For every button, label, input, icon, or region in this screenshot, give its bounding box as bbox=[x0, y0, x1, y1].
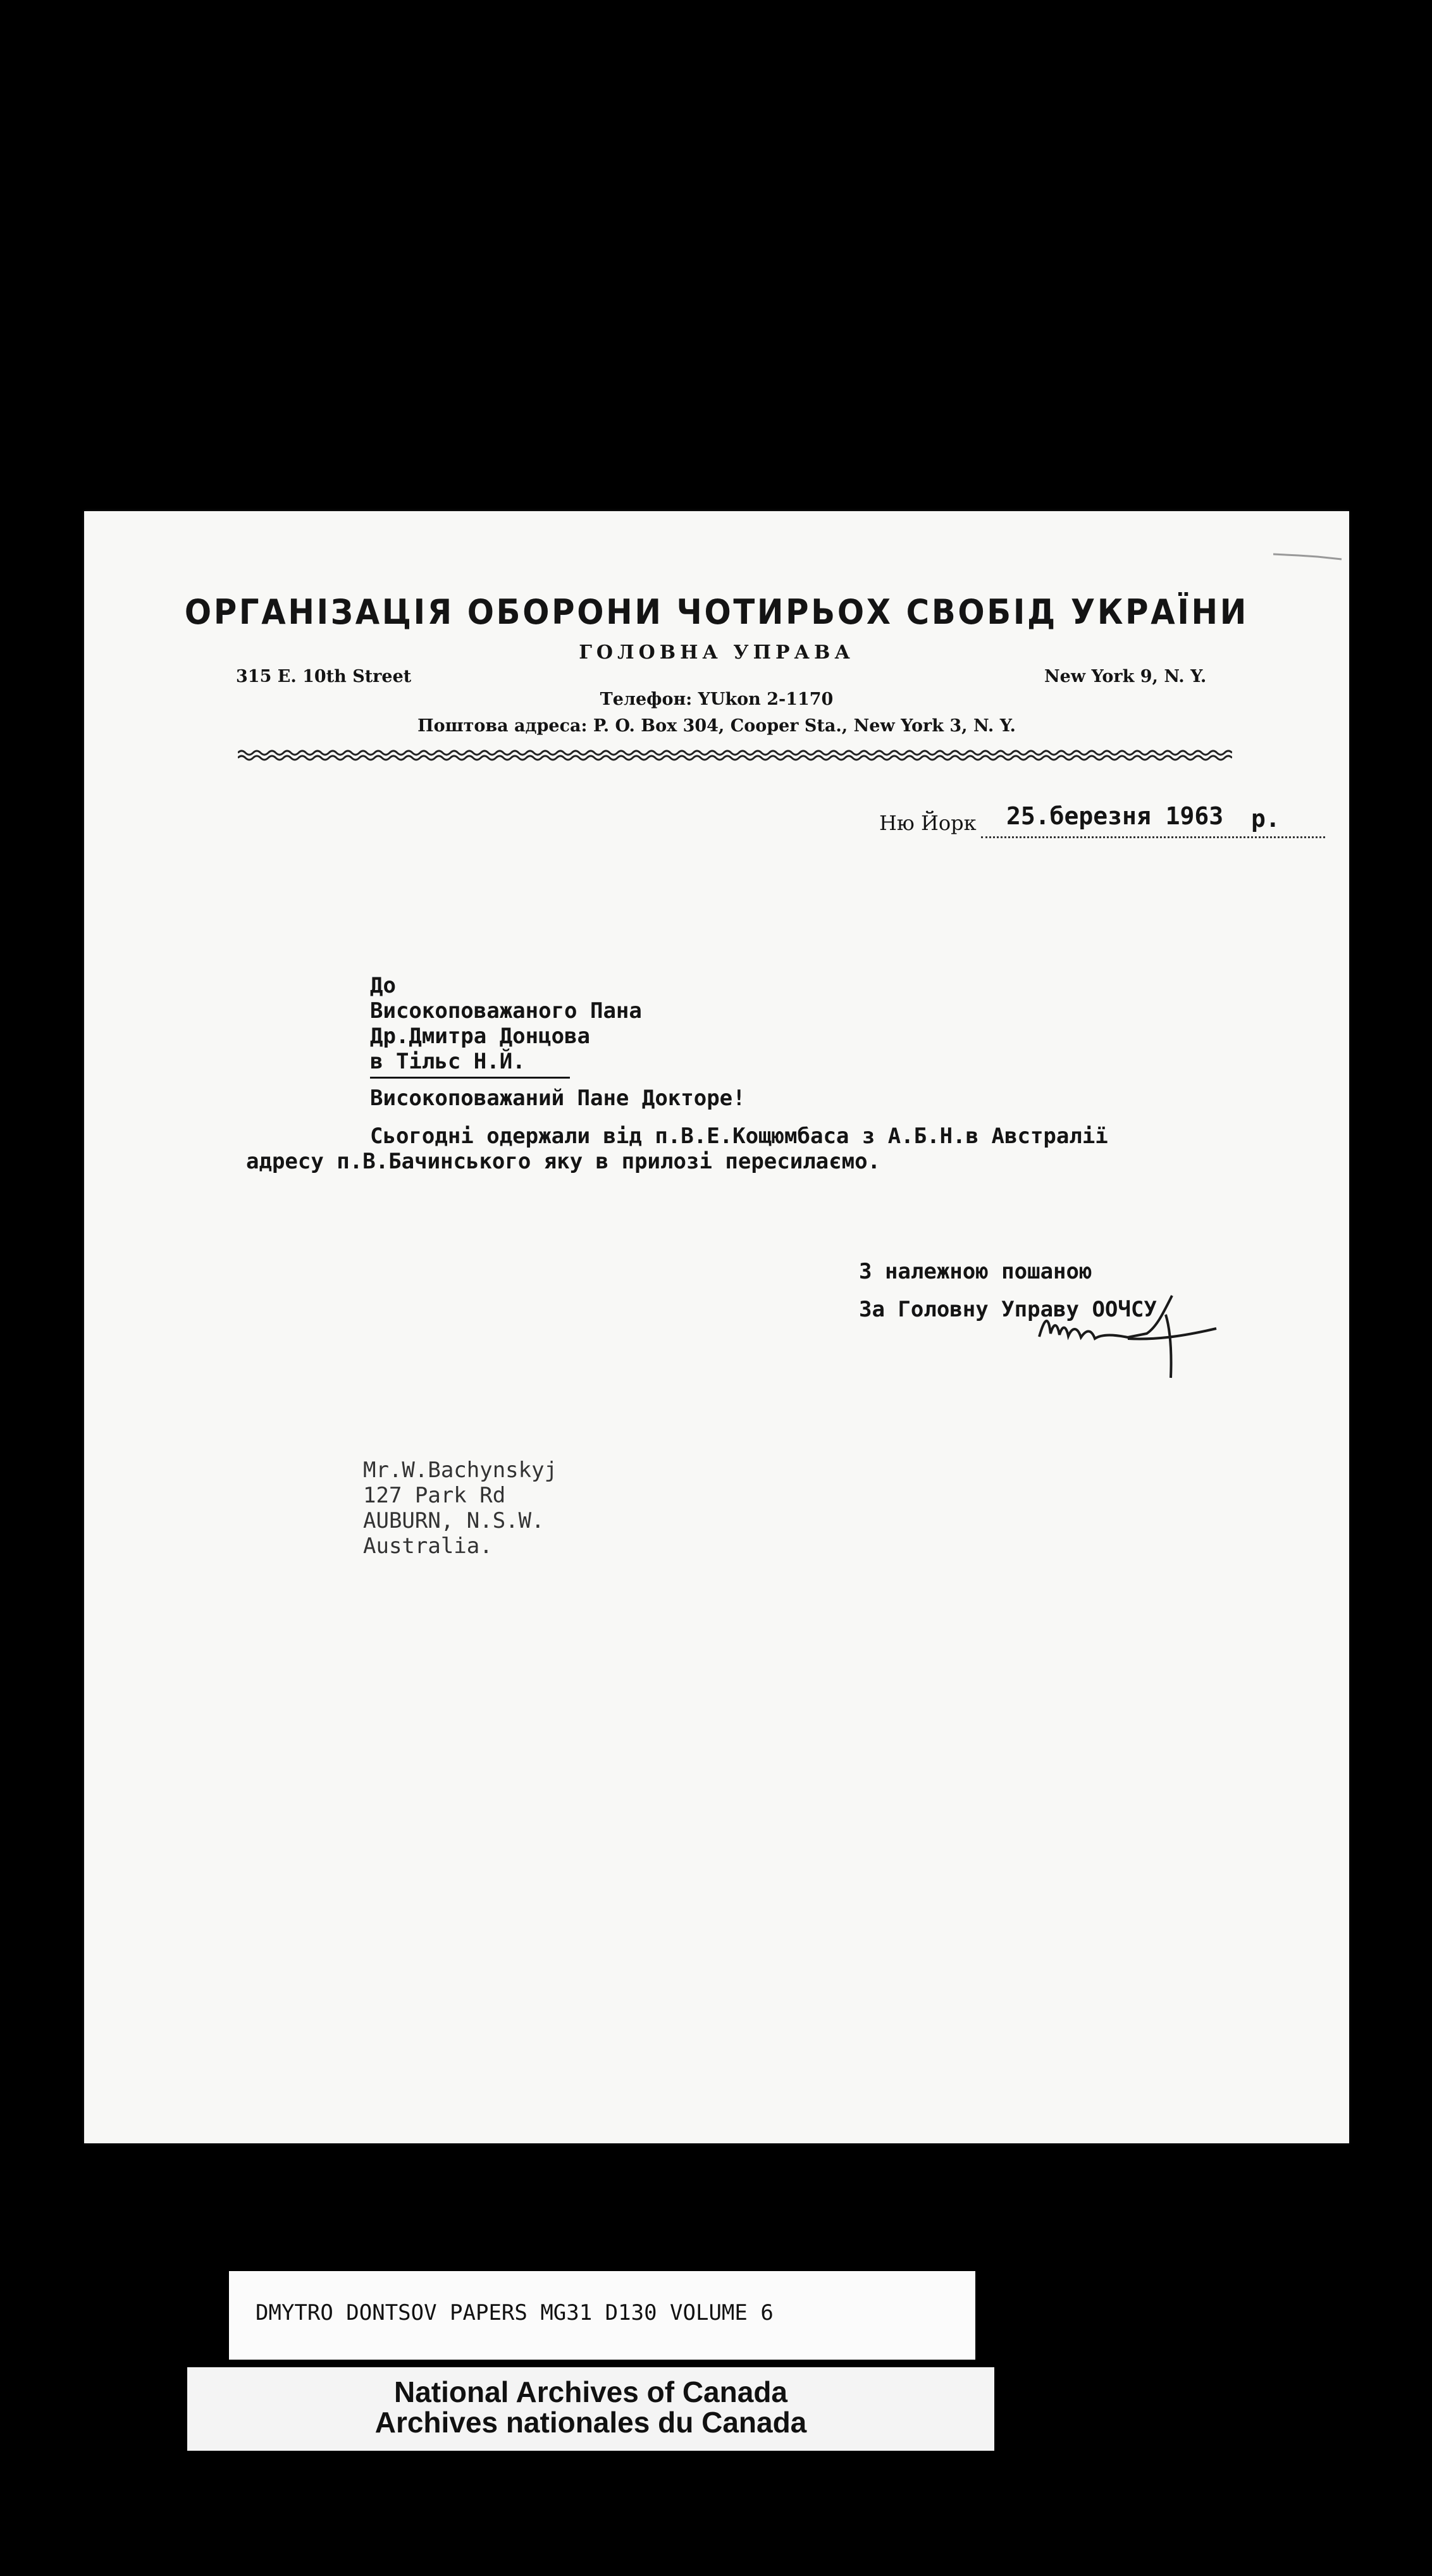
letterhead-postal-address: Поштова адреса: P. O. Box 304, Cooper Sta., New York 3, N. Y. bbox=[417, 716, 1016, 736]
recipient-line-1: До bbox=[370, 973, 396, 998]
date-place: Ню Йорк bbox=[879, 811, 977, 835]
letterhead-phone: Телефон: YUkon 2-1170 bbox=[600, 690, 834, 709]
enclosed-address-line-4: Australia. bbox=[363, 1533, 493, 1559]
date-dotted-line bbox=[981, 836, 1325, 838]
enclosed-address-line-3: AUBURN, N.S.W. bbox=[363, 1508, 545, 1533]
archive-stamp-french: Archives nationales du Canada bbox=[374, 2406, 807, 2439]
letter-sheet bbox=[84, 511, 1349, 2143]
letterhead-street-address: 315 E. 10th Street bbox=[236, 667, 412, 686]
enclosed-address-line-1: Mr.W.Bachynskyj bbox=[363, 1458, 558, 1483]
letterhead-wavy-divider bbox=[238, 749, 1232, 762]
recipient-line-3: Др.Дмитра Донцова bbox=[370, 1024, 590, 1049]
handwritten-signature bbox=[1020, 1289, 1223, 1384]
letter-greeting: Високоповажаний Пане Докторе! bbox=[370, 1086, 746, 1111]
letter-body-line-2: адресу п.В.Бачинського яку в прилозі пересилаємо. bbox=[246, 1149, 881, 1174]
letter-closing-2: За Головну Управу ООЧСУ bbox=[859, 1297, 1157, 1322]
date-suffix: р. bbox=[1251, 805, 1280, 833]
recipient-line-2: Високоповажаного Пана bbox=[370, 998, 642, 1024]
archive-reference-text: DMYTRO DONTSOV PAPERS MG31 D130 VOLUME 6 bbox=[256, 2300, 774, 2325]
letter-closing-1: З належною пошаною bbox=[859, 1259, 1092, 1284]
enclosed-address-line-2: 127 Park Rd bbox=[363, 1483, 506, 1508]
date-value: 25.березня 1963 bbox=[1006, 802, 1224, 830]
recipient-underline bbox=[370, 1077, 570, 1079]
letter-body-line-1: Сьогодні одержали від п.В.Е.Кощюмбаса з А.Б.Н.в Австралії bbox=[370, 1124, 1108, 1149]
archive-stamp-english: National Archives of Canada bbox=[393, 2375, 787, 2408]
paper-scuff-mark bbox=[1273, 549, 1343, 562]
recipient-line-4: в Тільс Н.Й. bbox=[370, 1049, 526, 1074]
letterhead-city: New York 9, N. Y. bbox=[1044, 667, 1207, 686]
archive-reference-label bbox=[229, 2271, 975, 2360]
letterhead-subtitle: ГОЛОВНА УПРАВА bbox=[579, 641, 855, 664]
archive-stamp bbox=[187, 2367, 994, 2451]
letterhead-organization: ОРГАНІЗАЦІЯ ОБОРОНИ ЧОТИРЬОХ СВОБІД УКРАЇНИ bbox=[184, 592, 1249, 632]
